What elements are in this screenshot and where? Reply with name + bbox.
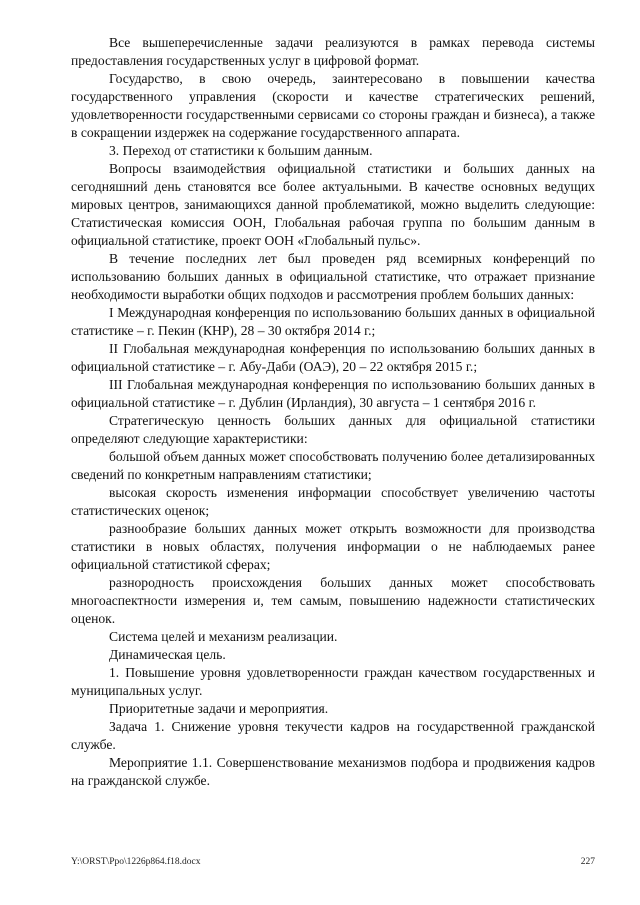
list-item: II Глобальная международная конференция по использованию больших данных в официальной статистике – г. Абу-Даби (ОАЭ), 20 – 22 октября 2015 г.;	[71, 341, 595, 374]
list-item: разнообразие больших данных может открыть возможности для производства статистики в новых областях, получения информации о не наблюдаемых ранее официальной статистикой сферах;	[71, 521, 595, 572]
paragraph: Задача 1. Снижение уровня текучести кадров на государственной гражданской службе.	[71, 719, 595, 752]
paragraph: Мероприятие 1.1. Совершенствование механизмов подбора и продвижения кадров на гражданской службе.	[71, 755, 595, 788]
file-path: Y:\ORST\Ppo\1226p864.f18.docx	[71, 857, 201, 867]
paragraph: Государство, в свою очередь, заинтересовано в повышении качества государственного управления (скорости и качестве стратегических решений, удовлетворенности государственными сервисами со стороны граждан и бизнеса), а также в сокращении издержек на содержание государственного аппарата.	[71, 71, 595, 140]
list-item: III Глобальная международная конференция по использованию больших данных в официальной статистике – г. Дублин (Ирландия), 30 августа – 1 сентября 2016 г.	[71, 377, 595, 410]
paragraph: Стратегическую ценность больших данных для официальной статистики определяют следующие характеристики:	[71, 413, 595, 446]
section-heading: 3. Переход от статистики к большим данным.	[109, 143, 373, 158]
paragraph: Приоритетные задачи и мероприятия.	[109, 701, 329, 716]
paragraph: Система целей и механизм реализации.	[109, 629, 338, 644]
paragraph: Динамическая цель.	[109, 647, 226, 662]
paragraph: В течение последних лет был проведен ряд всемирных конференций по использованию больших данных в официальной статистике, что отражает признание необходимости выработки общих подходов и рассмотрения проблем больших данных:	[71, 251, 595, 302]
document-body	[71, 34, 595, 790]
list-item: I Международная конференция по использованию больших данных в официальной статистике – г. Пекин (КНР), 28 – 30 октября 2014 г.;	[71, 305, 595, 338]
list-item: разнородность происхождения больших данных может способствовать многоаспектности измерения и, тем самым, повышению надежности статистических оценок.	[71, 575, 595, 626]
list-item: большой объем данных может способствовать получению более детализированных сведений по конкретным направлениям статистики;	[71, 449, 595, 482]
paragraph: Вопросы взаимодействия официальной статистики и больших данных на сегодняшний день становятся все более актуальными. В качестве основных ведущих мировых центров, занимающихся данной проблематикой, можно выделить следующие: Статистическая комиссия ООН, Глобальная рабочая группа по большим данным в официальной статистике, проект ООН «Глобальный пульс».	[71, 161, 595, 248]
paragraph: 1. Повышение уровня удовлетворенности граждан качеством государственных и муниципальных услуг.	[71, 665, 595, 698]
list-item: высокая скорость изменения информации способствует увеличению частоты статистических оценок;	[71, 485, 595, 518]
paragraph: Все вышеперечисленные задачи реализуются в рамках перевода системы предоставления государственных услуг в цифровой формат.	[71, 35, 595, 68]
page-number: 227	[580, 857, 595, 867]
